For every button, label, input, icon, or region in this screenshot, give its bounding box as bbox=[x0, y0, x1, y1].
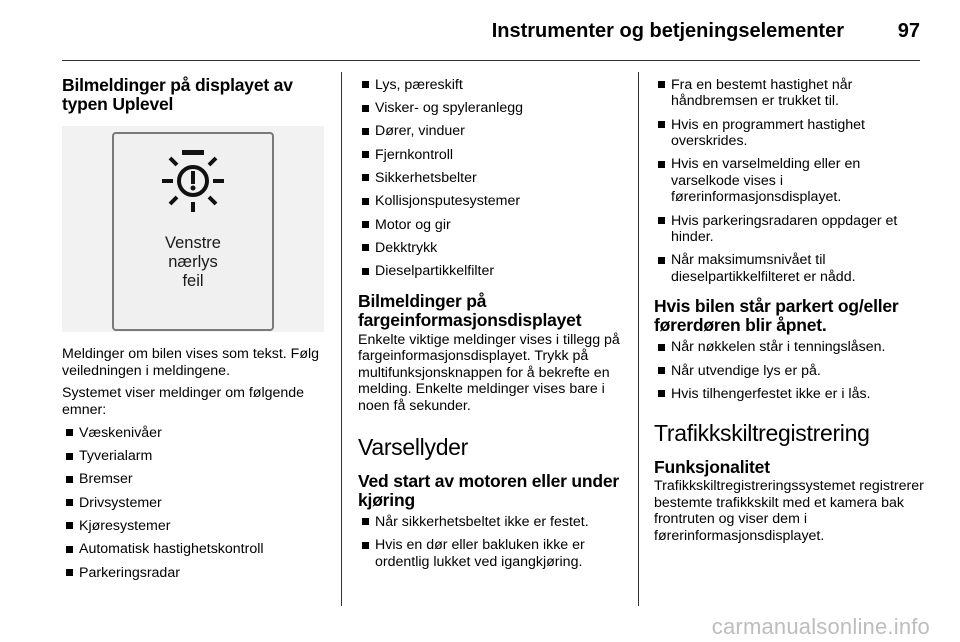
list-item: Bremser bbox=[62, 471, 324, 488]
bullet-icon bbox=[658, 81, 665, 88]
bullet-icon bbox=[362, 174, 369, 181]
list-item: Dører, vinduer bbox=[358, 123, 628, 140]
bullet-icon bbox=[362, 268, 369, 275]
list-item: Dieselpartikkelfilter bbox=[358, 263, 628, 280]
list-item: Dekktrykk bbox=[358, 240, 628, 257]
list-item: Visker- og spyleranlegg bbox=[358, 100, 628, 117]
list-item: Tyverialarm bbox=[62, 448, 324, 465]
list-item: Automatisk hastighetskontroll bbox=[62, 541, 324, 558]
parked-warnings-list bbox=[654, 339, 924, 402]
list-item: Hvis en varselmelding eller en varselkode vises i førerinformasjonsdisplayet. bbox=[654, 156, 924, 206]
message-topics-list-continued bbox=[358, 77, 628, 280]
list-item: Hvis tilhengerfestet ikke er i lås. bbox=[654, 386, 924, 403]
bullet-icon bbox=[658, 257, 665, 264]
bullet-icon bbox=[362, 542, 369, 549]
list-item: Kjøresystemer bbox=[62, 518, 324, 535]
bullet-icon bbox=[658, 390, 665, 397]
list-item: Væskenivåer bbox=[62, 425, 324, 442]
display-message bbox=[114, 234, 272, 291]
list-item: Fra en bestemt hastighet når håndbremsen er trukket til. bbox=[654, 77, 924, 110]
bullet-icon bbox=[66, 429, 73, 436]
list-item: Når utvendige lys er på. bbox=[654, 363, 924, 380]
paragraph: Enkelte viktige meldinger vises i tillegg på fargeinformasjonsdisplayet. Trykk på multifunksjonsknappen for å bekrefte en melding. Enkelte meldinger vises bare i noen få sekunder. bbox=[358, 331, 620, 414]
list-item: Parkeringsradar bbox=[62, 565, 324, 582]
warning-sounds-list-continued bbox=[654, 77, 924, 286]
page-header bbox=[0, 14, 960, 48]
bullet-icon bbox=[658, 367, 665, 374]
watermark: carmanualsonline.info bbox=[711, 614, 930, 639]
list-item: Lys, pæreskift bbox=[358, 77, 628, 94]
bullet-icon bbox=[658, 217, 665, 224]
column-2 bbox=[358, 76, 628, 570]
bullet-icon bbox=[362, 81, 369, 88]
column-divider-1 bbox=[341, 72, 342, 606]
subheading-functionality: Funksjonalitet bbox=[654, 457, 770, 478]
low-beam-fault-icon bbox=[160, 148, 226, 214]
list-item: Sikkerhetsbelter bbox=[358, 170, 628, 187]
display-illustration bbox=[62, 126, 324, 332]
subheading-engine-start: Ved start av motoren eller under kjøring bbox=[358, 471, 620, 511]
column-3 bbox=[654, 76, 924, 544]
column-1 bbox=[62, 76, 324, 581]
display-screen bbox=[112, 132, 274, 331]
bullet-icon bbox=[362, 151, 369, 158]
section-heading-color-display: Bilmeldinger på fargeinformasjonsdisplayet bbox=[358, 290, 582, 330]
bullet-icon bbox=[362, 105, 369, 112]
bullet-icon bbox=[66, 522, 73, 529]
display-message-line: feil bbox=[182, 272, 204, 290]
list-item: Når sikkerhetsbeltet ikke er festet. bbox=[358, 514, 628, 531]
section-heading-uplevel: Bilmeldinger på displayet av typen Uplevel bbox=[62, 75, 293, 114]
display-message-line: nærlys bbox=[168, 253, 218, 271]
bullet-icon bbox=[66, 476, 73, 483]
display-message-line: Venstre bbox=[165, 234, 221, 252]
bullet-icon bbox=[66, 453, 73, 460]
bullet-icon bbox=[362, 221, 369, 228]
list-item: Motor og gir bbox=[358, 217, 628, 234]
list-item: Hvis en programmert hastighet overskrides. bbox=[654, 117, 924, 150]
list-item: Kollisjonsputesystemer bbox=[358, 193, 628, 210]
column-divider-2 bbox=[638, 72, 639, 606]
list-item: Hvis parkeringsradaren oppdager et hinder. bbox=[654, 213, 924, 246]
message-topics-list bbox=[62, 425, 324, 581]
bullet-icon bbox=[362, 198, 369, 205]
subheading-parked: Hvis bilen står parkert og/eller førerdøren blir åpnet. bbox=[654, 296, 899, 336]
bullet-icon bbox=[66, 569, 73, 576]
list-item: Hvis en dør eller bakluken ikke er ordentlig lukket ved igangkjøring. bbox=[358, 537, 628, 570]
list-item: Fjernkontroll bbox=[358, 147, 628, 164]
page-title: Instrumenter og betjeningselementer bbox=[491, 20, 844, 42]
list-item: Når nøkkelen står i tenningslåsen. bbox=[654, 339, 924, 356]
bullet-icon bbox=[658, 121, 665, 128]
list-item: Når maksimumsnivået til dieselpartikkelfilteret er nådd. bbox=[654, 252, 924, 285]
page-number: 97 bbox=[897, 20, 920, 42]
paragraph: Trafikkskiltregistreringssystemet registrerer bestemte trafikkskilt med et kamera bak frontruten og viser dem i førerinformasjonsdisplayet. bbox=[654, 478, 924, 544]
bullet-icon bbox=[66, 499, 73, 506]
header-divider bbox=[62, 60, 920, 61]
paragraph: Systemet viser meldinger om følgende emner: bbox=[62, 385, 305, 418]
bullet-icon bbox=[66, 546, 73, 553]
bullet-icon bbox=[362, 128, 369, 135]
bullet-icon bbox=[362, 518, 369, 525]
bullet-icon bbox=[362, 244, 369, 251]
bullet-icon bbox=[658, 344, 665, 351]
list-item: Drivsystemer bbox=[62, 495, 324, 512]
bullet-icon bbox=[658, 161, 665, 168]
warning-sounds-list bbox=[358, 514, 628, 570]
section-title-traffic-sign: Trafikkskiltregistrering bbox=[654, 420, 870, 447]
paragraph: Meldinger om bilen vises som tekst. Følg veiledningen i meldingene. bbox=[62, 346, 320, 379]
section-title-warning-sounds: Varsellyder bbox=[358, 434, 469, 461]
